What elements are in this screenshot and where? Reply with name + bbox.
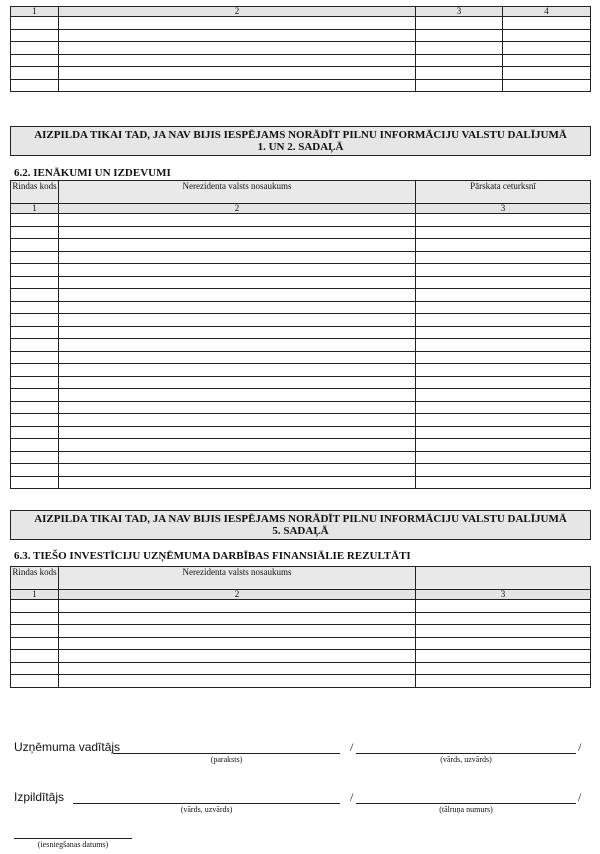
income-table-cell[interactable] [59,414,416,427]
income-table-row [11,239,591,252]
col-num-3: 3 [416,204,591,214]
income-table-cell[interactable] [59,339,416,352]
notice-banner-2-line1: AIZPILDA TIKAI TAD, JA NAV BIJIS IESPĒJAMS NORĀDĪT PILNU INFORMĀCIJU VALSTU DALĪJUMĀ [34,513,567,525]
top-table-cell[interactable] [503,42,591,55]
income-table-cell[interactable] [416,226,591,239]
top-table-cell[interactable] [416,79,503,92]
income-table-number-row [11,204,591,214]
signature-caption: (paraksts) [210,755,243,764]
income-table-cell[interactable] [59,364,416,377]
income-table-row [11,414,591,427]
executor-name-line[interactable] [73,803,340,804]
executor-phone-line[interactable] [356,803,576,804]
results-table-cell[interactable] [416,637,591,650]
manager-slash: / [350,740,354,754]
income-table-cell[interactable] [416,276,591,289]
income-table-row [11,339,591,352]
income-table-cell[interactable] [416,401,591,414]
manager-signature-line[interactable] [113,753,340,754]
top-table-cell[interactable] [59,79,416,92]
top-table-cell[interactable] [11,54,59,67]
income-table-row [11,439,591,452]
income-table-cell[interactable] [59,389,416,402]
income-table-cell[interactable] [416,426,591,439]
income-table-cell[interactable] [11,464,59,477]
income-table-cell[interactable] [11,439,59,452]
manager-slash-end: / [578,740,582,754]
income-table-cell[interactable] [59,314,416,327]
income-table-row [11,214,591,227]
results-table-row [11,662,591,675]
income-table-row [11,326,591,339]
income-table-cell[interactable] [11,226,59,239]
date-caption: (iesniegšanas datums) [37,840,109,849]
results-table-cell[interactable] [59,650,416,663]
income-table-cell[interactable] [416,439,591,452]
country-name-header: Nerezidenta valsts nosaukums [59,181,416,204]
results-table-row [11,612,591,625]
income-table-cell[interactable] [11,401,59,414]
top-table-cell[interactable] [416,17,503,30]
income-table-cell[interactable] [416,251,591,264]
top-table-cell[interactable] [59,17,416,30]
results-table-cell[interactable] [59,675,416,688]
results-table-cell[interactable] [416,650,591,663]
income-table-cell[interactable] [416,476,591,489]
income-table-row [11,376,591,389]
income-table-cell[interactable] [59,251,416,264]
income-table-cell[interactable] [11,364,59,377]
income-table-cell[interactable] [59,476,416,489]
top-table-cell[interactable] [503,29,591,42]
country-name-header-2: Nerezidenta valsts nosaukums [59,567,416,590]
income-table-cell[interactable] [11,326,59,339]
notice-banner-1-line2: 1. UN 2. SADAĻĀ [257,141,344,153]
income-table-row [11,226,591,239]
results-table-cell[interactable] [59,662,416,675]
income-table-row [11,264,591,277]
top-table-cell[interactable] [59,67,416,80]
income-table-row [11,351,591,364]
top-table-row [11,79,591,92]
results-table-cell[interactable] [416,625,591,638]
top-table-cell[interactable] [59,54,416,67]
income-table-cell[interactable] [416,289,591,302]
top-table-row [11,67,591,80]
results-table-cell[interactable] [11,600,59,613]
income-table-row [11,389,591,402]
income-table-cell[interactable] [59,451,416,464]
income-table-cell[interactable] [11,301,59,314]
income-table-cell[interactable] [11,251,59,264]
income-table-cell[interactable] [59,239,416,252]
results-table-cell[interactable] [416,600,591,613]
income-table-row [11,451,591,464]
manager-name-line[interactable] [356,753,576,754]
top-table-cell[interactable] [416,67,503,80]
income-table-cell[interactable] [11,289,59,302]
income-table-cell[interactable] [416,389,591,402]
income-table-row [11,364,591,377]
income-table-row [11,476,591,489]
income-table-cell[interactable] [416,464,591,477]
income-table-row [11,314,591,327]
income-table-cell[interactable] [416,314,591,327]
income-table-cell[interactable] [416,364,591,377]
executor-label: Izpildītājs [14,790,65,804]
top-col-1: 1 [11,7,59,17]
income-table-row [11,426,591,439]
notice-banner-1 [10,126,591,156]
top-table-cell[interactable] [416,42,503,55]
income-table-cell[interactable] [59,226,416,239]
col-num-3b: 3 [416,590,591,600]
results-table-cell[interactable] [11,662,59,675]
notice-banner-2-line2: 5. SADAĻĀ [272,525,329,537]
top-table-cell[interactable] [59,42,416,55]
income-table-cell[interactable] [11,451,59,464]
income-table-cell[interactable] [416,239,591,252]
results-table-cell[interactable] [416,662,591,675]
results-table-cell[interactable] [11,650,59,663]
results-table-row [11,625,591,638]
results-table-cell[interactable] [416,675,591,688]
top-col-2: 2 [59,7,416,17]
top-table-row [11,54,591,67]
results-table-cell[interactable] [59,612,416,625]
manager-label: Uzņēmuma vadītājs [14,740,121,754]
notice-banner-2 [10,510,591,540]
income-table-cell[interactable] [11,214,59,227]
top-table-cell[interactable] [503,67,591,80]
top-table-cell[interactable] [11,67,59,80]
executor-name-caption: (vārds, uzvārds) [180,805,233,814]
phone-caption: (tālruņa numurs) [439,805,493,814]
top-table-header-row [11,7,591,17]
income-table-cell[interactable] [416,301,591,314]
col-num-2b: 2 [59,590,416,600]
results-table-row [11,637,591,650]
top-table-cell[interactable] [11,42,59,55]
results-table-cell[interactable] [59,600,416,613]
top-table-cell[interactable] [59,29,416,42]
executor-slash: / [350,790,354,804]
date-line[interactable] [14,838,132,839]
quarter-header: Pārskata ceturksnī [416,181,591,204]
income-table-cell[interactable] [59,426,416,439]
notice-banner-1-line1: AIZPILDA TIKAI TAD, JA NAV BIJIS IESPĒJAMS NORĀDĪT PILNU INFORMĀCIJU VALSTU DALĪJUMĀ [34,129,567,141]
income-table-row [11,276,591,289]
income-table-cell[interactable] [59,276,416,289]
income-table-cell[interactable] [416,264,591,277]
income-table-cell[interactable] [59,326,416,339]
income-table-cell[interactable] [11,339,59,352]
income-table-cell[interactable] [416,214,591,227]
results-col3-header [416,567,591,590]
income-table-cell[interactable] [59,301,416,314]
income-table-cell[interactable] [11,276,59,289]
top-table-row [11,17,591,30]
income-table-cell[interactable] [11,389,59,402]
income-table-cell[interactable] [11,239,59,252]
section-6-2-title: 6.2. IENĀKUMI UN IZDEVUMI [14,167,171,179]
income-table-cell[interactable] [11,376,59,389]
income-table-cell[interactable] [416,451,591,464]
top-table-cell[interactable] [11,29,59,42]
income-table-cell[interactable] [59,376,416,389]
income-table-cell[interactable] [59,401,416,414]
rindas-kods-header-2: Rindas kods [11,567,59,590]
income-table-cell[interactable] [59,464,416,477]
financial-results-table [10,566,591,688]
results-table-cell[interactable] [59,637,416,650]
income-table-cell[interactable] [11,414,59,427]
income-table-cell[interactable] [59,264,416,277]
executor-slash-end: / [578,790,582,804]
top-col-3: 3 [416,7,503,17]
results-table-cell[interactable] [416,612,591,625]
income-table-cell[interactable] [59,439,416,452]
top-table-cell[interactable] [503,17,591,30]
col-num-1b: 1 [11,590,59,600]
results-table-row [11,600,591,613]
income-table-row [11,301,591,314]
income-table-row [11,251,591,264]
manager-name-caption: (vārds, uzvārds) [440,755,492,764]
income-table-cell[interactable] [59,214,416,227]
income-table-cell[interactable] [11,351,59,364]
income-table-cell[interactable] [59,289,416,302]
income-table-cell[interactable] [11,476,59,489]
results-table-cell[interactable] [11,625,59,638]
results-table-number-row [11,590,591,600]
col-num-2: 2 [59,204,416,214]
income-table-cell[interactable] [59,351,416,364]
top-table-cell[interactable] [11,17,59,30]
top-table-cell[interactable] [11,79,59,92]
income-table-cell[interactable] [11,314,59,327]
income-table-header-row [11,181,591,204]
income-table-row [11,401,591,414]
top-table-cell[interactable] [503,54,591,67]
top-table-cell[interactable] [416,54,503,67]
results-table-row [11,675,591,688]
section-6-3-title: 6.3. TIEŠO INVESTĪCIJU UZŅĒMUMA DARBĪBAS FINANSIĀLIE REZULTĀTI [14,550,411,562]
income-table-row [11,289,591,302]
income-table-cell[interactable] [416,326,591,339]
results-table-header-row [11,567,591,590]
results-table-cell[interactable] [59,625,416,638]
results-table-cell[interactable] [11,612,59,625]
top-table-cell[interactable] [416,29,503,42]
top-table-row [11,42,591,55]
col-num-1: 1 [11,204,59,214]
income-table-cell[interactable] [11,426,59,439]
income-table-cell[interactable] [11,264,59,277]
rindas-kods-header: Rindas kods [11,181,59,204]
income-table-row [11,464,591,477]
income-table-cell[interactable] [416,339,591,352]
top-table-row [11,29,591,42]
top-table-cell[interactable] [503,79,591,92]
income-table-cell[interactable] [416,376,591,389]
results-table-row [11,650,591,663]
income-expenses-table [10,180,591,489]
income-table-cell[interactable] [416,351,591,364]
income-table-cell[interactable] [416,414,591,427]
results-table-cell[interactable] [11,637,59,650]
top-col-4: 4 [503,7,591,17]
results-table-cell[interactable] [11,675,59,688]
top-table [10,6,591,92]
